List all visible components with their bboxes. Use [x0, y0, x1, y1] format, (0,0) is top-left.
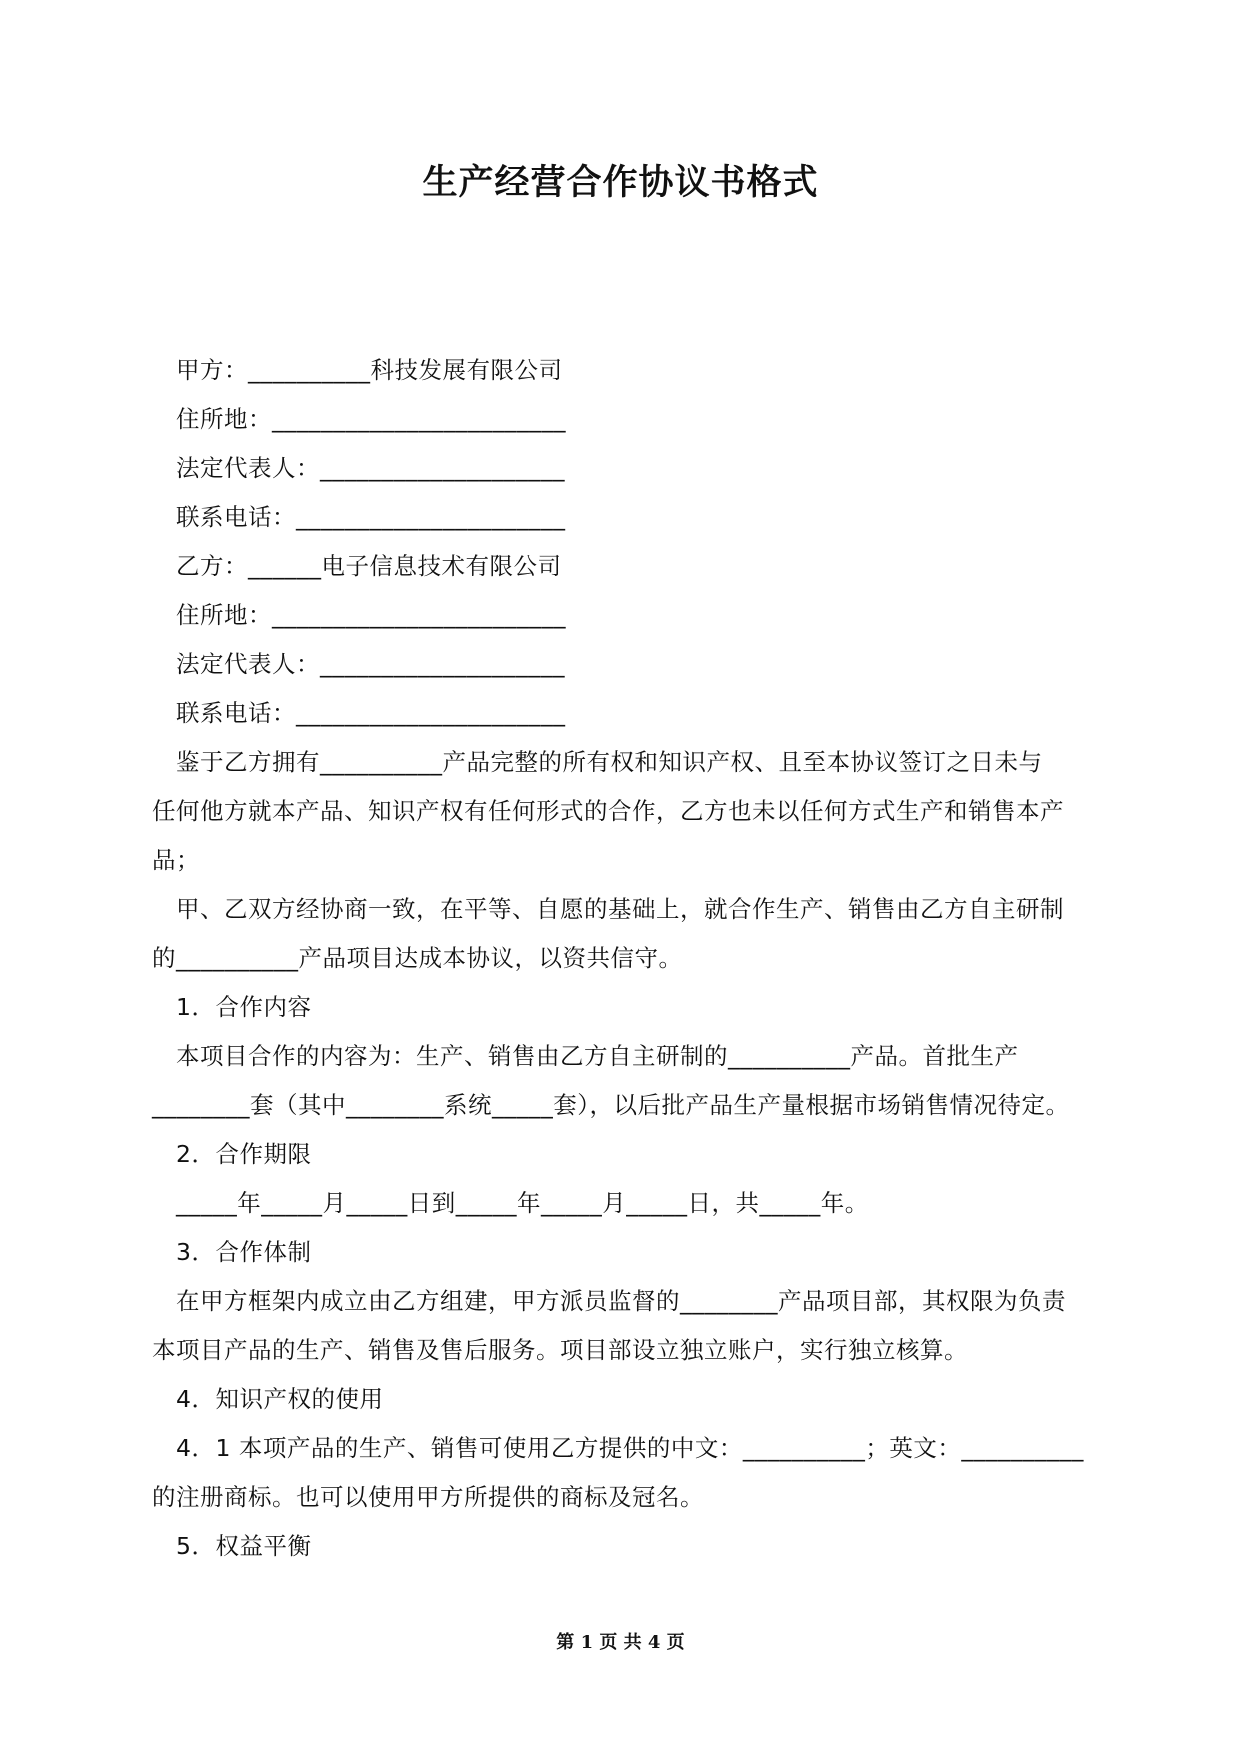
recital-paragraph-line: 鉴于乙方拥有__________产品完整的所有权和知识产权、且至本协议签订之日未与: [176, 748, 1043, 776]
party-a-address: 住所地：________________________: [176, 405, 566, 433]
recital-paragraph-line: 任何他方就本产品、知识产权有任何形式的合作，乙方也未以任何方式生产和销售本产: [152, 797, 1064, 825]
party-b-representative: 法定代表人：____________________: [176, 650, 565, 678]
section-heading-cooperation-content: 1．合作内容: [176, 993, 312, 1021]
recital-paragraph-line: 品；: [152, 846, 200, 874]
party-a-phone: 联系电话：______________________: [176, 503, 566, 531]
section-paragraph-line: _____年_____月_____日到_____年_____月_____日，共_____年。: [176, 1189, 869, 1217]
page-number-footer: 第 1 页 共 4 页: [556, 1632, 685, 1653]
document-title: 生产经营合作协议书格式: [422, 163, 819, 203]
agreement-paragraph-line: 甲、乙双方经协商一致，在平等、自愿的基础上，就合作生产、销售由乙方自主研制: [176, 895, 1064, 923]
party-b-phone: 联系电话：______________________: [176, 699, 566, 727]
party-a-representative: 法定代表人：____________________: [176, 454, 565, 482]
party-b-address: 住所地：________________________: [176, 601, 566, 629]
section-paragraph-line: 在甲方框架内成立由乙方组建，甲方派员监督的________产品项目部，其权限为负责: [176, 1287, 1066, 1315]
section-paragraph-line: 的注册商标。也可以使用甲方所提供的商标及冠名。: [152, 1483, 704, 1511]
section-heading-ip-usage: 4．知识产权的使用: [176, 1385, 384, 1413]
party-b-name: 乙方：______电子信息技术有限公司: [176, 552, 562, 580]
section-heading-cooperation-structure: 3．合作体制: [176, 1238, 312, 1266]
section-heading-rights-balance: 5．权益平衡: [176, 1532, 312, 1560]
agreement-paragraph-line: 的__________产品项目达成本协议，以资共信守。: [152, 944, 683, 972]
section-paragraph-line: 本项目合作的内容为：生产、销售由乙方自主研制的__________产品。首批生产: [176, 1042, 1019, 1070]
section-paragraph-line: 4．1 本项产品的生产、销售可使用乙方提供的中文：__________；英文：__________: [176, 1434, 1084, 1462]
section-paragraph-line: 本项目产品的生产、销售及售后服务。项目部设立独立账户，实行独立核算。: [152, 1336, 968, 1364]
section-paragraph-line: ________套（其中________系统_____套），以后批产品生产量根据市场销售情况待定。: [152, 1091, 1070, 1119]
party-a-name: 甲方：__________科技发展有限公司: [176, 356, 563, 384]
section-heading-cooperation-term: 2．合作期限: [176, 1140, 312, 1168]
